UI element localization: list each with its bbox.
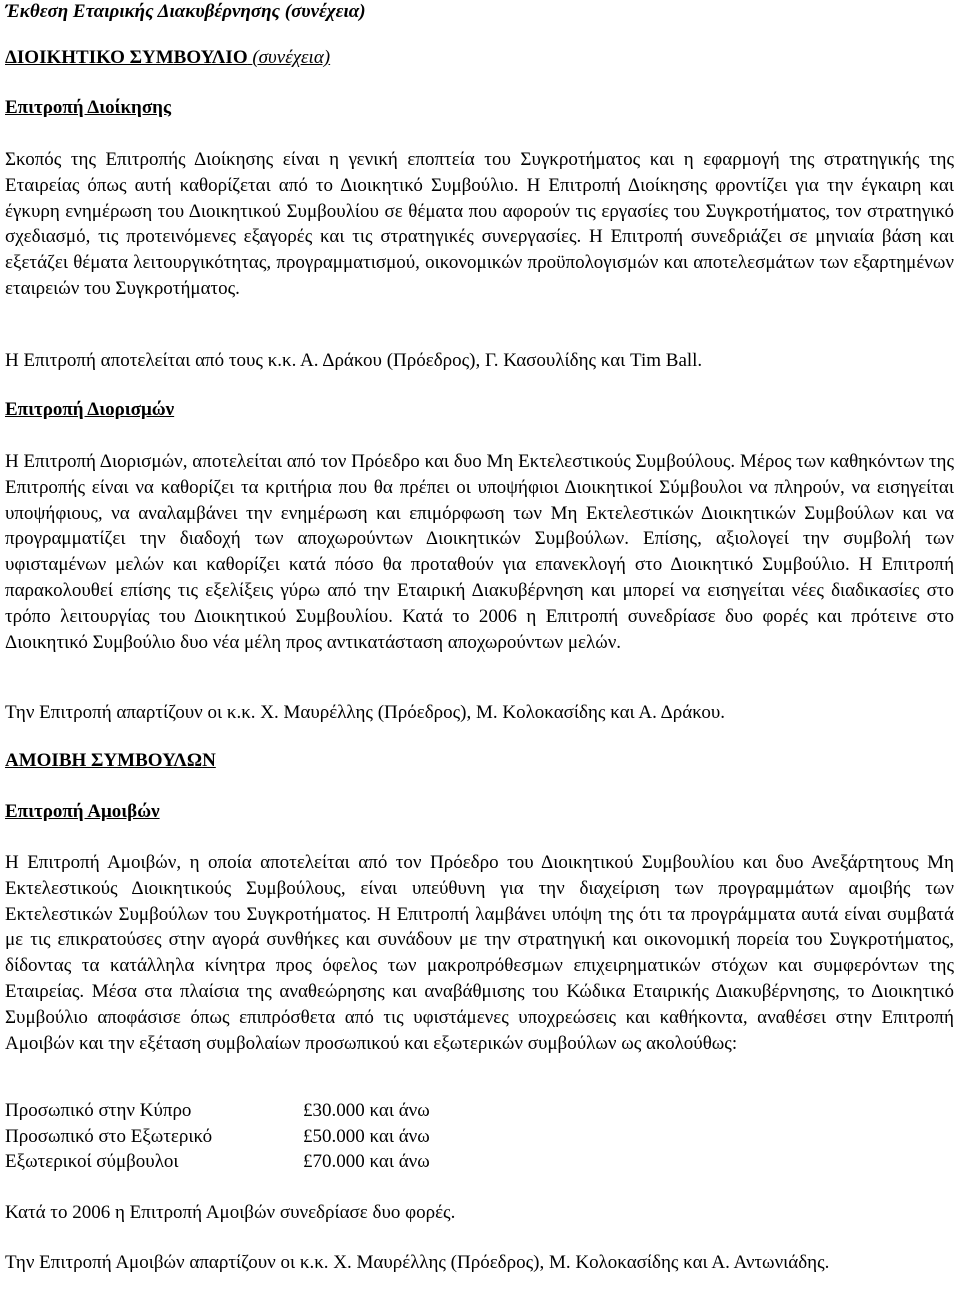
management-committee-heading: Επιτροπή Διοίκησης: [5, 97, 171, 118]
fee-thresholds-list: [5, 1098, 430, 1175]
remuneration-committee-heading: Επιτροπή Αμοιβών: [5, 801, 160, 822]
fee-value: £70.000 και άνω: [303, 1151, 430, 1172]
remuneration-section-heading: ΑΜΟΙΒΗ ΣΥΜΒΟΥΛΩΝ: [5, 750, 216, 771]
remuneration-committee-meetings: Κατά το 2006 η Επιτροπή Αμοιβών συνεδρίασε δυο φορές.: [5, 1202, 456, 1223]
fee-value: £50.000 και άνω: [303, 1125, 430, 1147]
section-heading-board-title: ΔΙΟΙΚΗΤΙΚΟ ΣΥΜΒΟΥΛΙΟ: [5, 47, 248, 68]
remuneration-committee-paragraph: Η Επιτροπή Αμοιβών, η οποία αποτελείται από τον Πρόεδρο του Διοικητικού Συμβουλίου και δυο Ανεξάρτητους Μη Εκτελεστικούς Διοικητικούς Συμβούλους, είναι υπεύθυνη για την διαχείριση των προγραμμάτων αμοιβής των Εκτελεστικών Συμβούλων του Συγκροτήματος. Η Επιτροπή λαμβάνει υπόψη της ότι τα προγράμματα αυτά είναι συμβατά με τις επικρατούσες στην αγορά συνθήκες και συνάδουν με την στρατηγική και οικονομική πορεία του Συγκροτήματος, δίδοντας τα κατάλληλα κίνητρα προς όφελος των μακροπρόθεσμων επιχειρηματικών στόχων και συμφερόντων της Εταιρείας. Μέσα στα πλαίσια της αναθεώρησης και αναβάθμισης του Κώδικα Εταιρικής Διακυβέρνησης, το Διοικητικό Συμβούλιο αποφάσισε όπως επιπρόσθετα από τις υφιστάμενες υποχρεώσεις και καθήκοντα, αναθέσει στην Επιτροπή Αμοιβών και την εξέταση συμβολαίων προσωπικού και εξωτερικών συμβούλων ως ακολούθως:: [5, 852, 954, 1054]
fee-row: [5, 1149, 430, 1175]
appointments-committee-heading: Επιτροπή Διορισμών: [5, 399, 175, 420]
section-heading-board-suffix: (συνέχεια): [252, 47, 331, 68]
remuneration-committee-members: Την Επιτροπή Αμοιβών απαρτίζουν οι κ.κ. Χ. Μαυρέλλης (Πρόεδρος), Μ. Κολοκασίδης και Α. Αντωνιάδης.: [5, 1252, 830, 1273]
section-heading-board: [5, 46, 330, 70]
fee-value: £30.000 και άνω: [303, 1100, 430, 1121]
appointments-committee-members: Την Επιτροπή απαρτίζουν οι κ.κ. Χ. Μαυρέλλης (Πρόεδρος), Μ. Κολοκασίδης και Α. Δράκου.: [5, 702, 726, 723]
management-committee-paragraph: Σκοπός της Επιτροπής Διοίκησης είναι η γενική εποπτεία του Συγκροτήματος και η εφαρμογή της στρατηγικής της Εταιρείας όπως αυτή καθορίζεται από το Διοικητικό Συμβούλιο. Η Επιτροπή Διοίκησης φροντίζει για την έγκαιρη και έγκυρη ενημέρωση του Διοικητικού Συμβουλίου σε θέματα που αφορούν τις εργασίες του Συγκροτήματος, τον στρατηγικό σχεδιασμό, τις προτεινόμενες εξαγορές και τις στρατηγικές συνεργασίες. Η Επιτροπή συνεδριάζει σε μηνιαία βάση και εξετάζει θέματα λειτουργικότητας, προγραμματισμού, οικονομικών προϋπολογισμών και αποτελεσμάτων των εξαρτημένων εταιρειών του Συγκροτήματος.: [5, 149, 954, 299]
fee-row: [5, 1124, 430, 1150]
appointments-committee-paragraph: Η Επιτροπή Διορισμών, αποτελείται από τον Πρόεδρο και δυο Μη Εκτελεστικούς Συμβούλους. Μέρος των καθηκόντων της Επιτροπής είναι να καθορίζει τα κριτήρια που θα πρέπει οι υποψήφιοι Διοικητικοί Σύμβουλοι να πληρούν, να εισηγείται υποψήφιους, να αναλαμβάνει την ενημέρωση και επιμόρφωση των Μη Εκτελεστικών Διοικητικών Συμβούλων και να προγραμματίζει την διαδοχή των αποχωρούντων Διοικητικών Συμβούλων. Επίσης, αξιολογεί την συμβολή των υφισταμένων μελών και καθορίζει κατά πόσο θα προταθούν για επανεκλογή στο Διοικητικό Συμβούλιο. Η Επιτροπή παρακολουθεί επίσης τις εξελίξεις γύρω από την Εταιρική Διακυβέρνηση και μπορεί να εισηγείται νέες διαδικασίες στο τρόπο λειτουργίας του Διοικητικού Συμβουλίου. Κατά το 2006 η Επιτροπή συνεδρίασε δυο φορές και πρότεινε στο Διοικητικό Συμβούλιο δυο νέα μέλη προς αντικατάσταση αποχωρούντων μελών.: [5, 451, 954, 653]
fee-row: [5, 1098, 430, 1124]
management-committee-members: Η Επιτροπή αποτελείται από τους κ.κ. Α. Δράκου (Πρόεδρος), Γ. Κασουλίδης και Tim Ball.: [5, 350, 703, 371]
fee-label: Προσωπικό στο Εξωτερικό: [5, 1125, 213, 1147]
report-header: Έκθεση Εταιρικής Διακυβέρνησης (συνέχεια): [5, 1, 366, 22]
fee-label: Προσωπικό στην Κύπρο: [5, 1100, 192, 1121]
fee-label: Εξωτερικοί σύμβουλοι: [5, 1151, 179, 1172]
